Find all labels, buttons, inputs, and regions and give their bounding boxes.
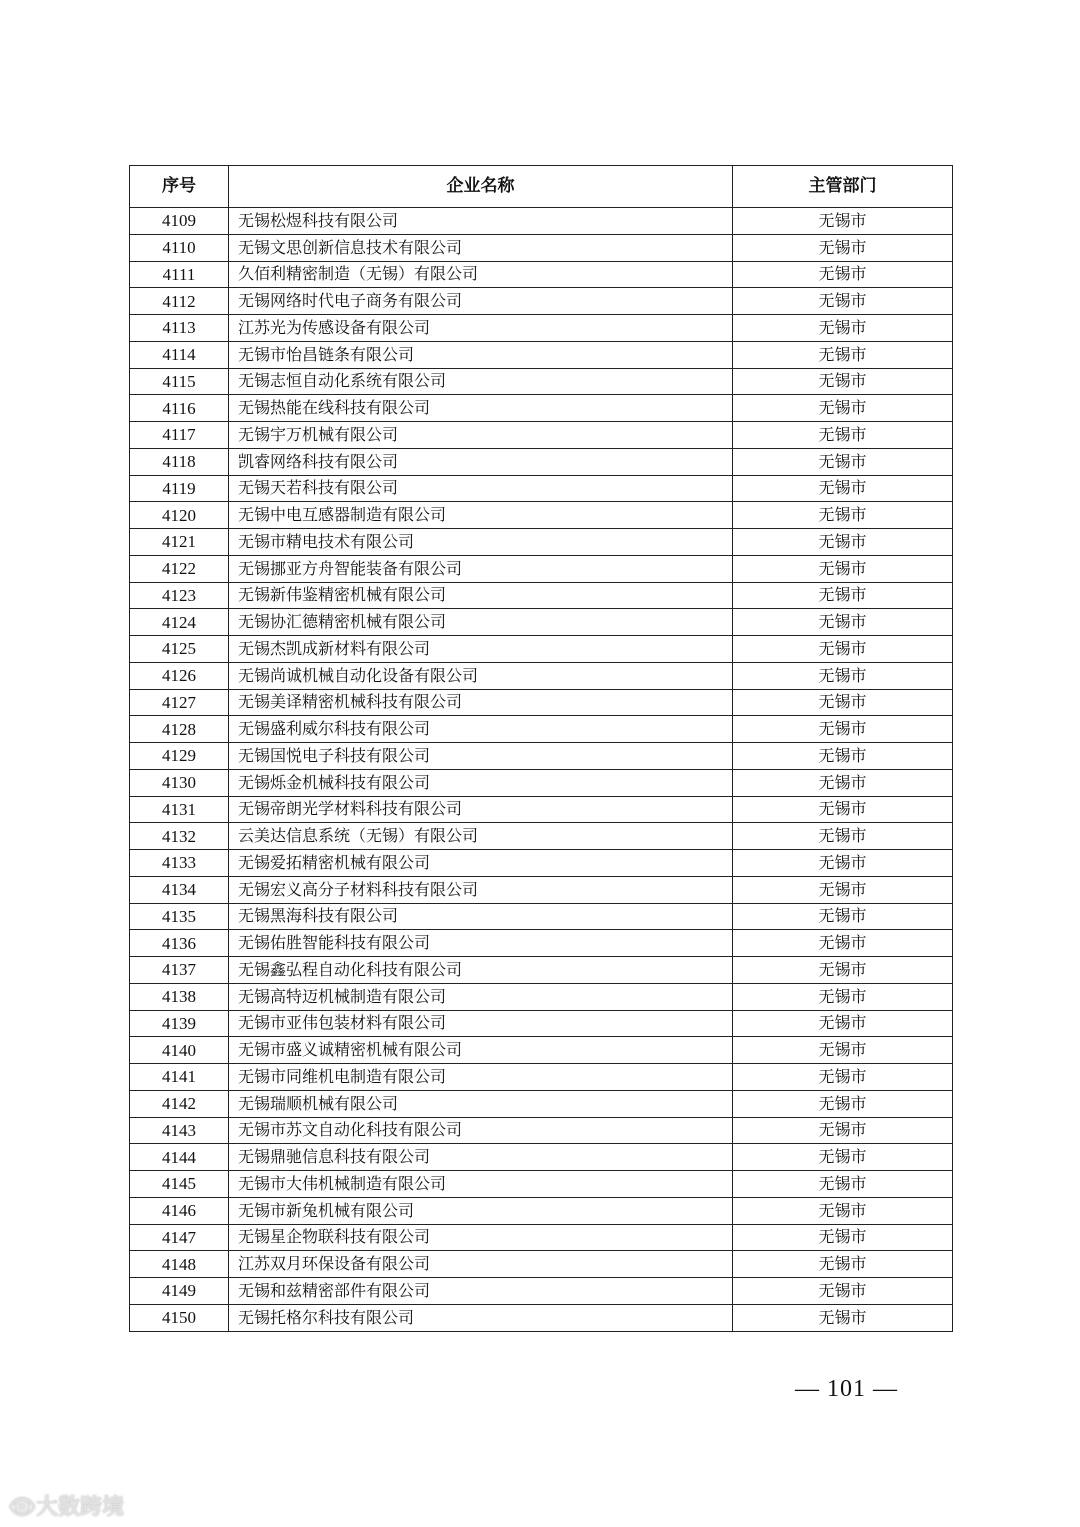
company-name: 无锡宇万机械有限公司	[229, 422, 733, 449]
department: 无锡市	[733, 368, 953, 395]
row-index: 4118	[130, 448, 229, 475]
row-index: 4123	[130, 582, 229, 609]
row-index: 4133	[130, 850, 229, 877]
row-index: 4134	[130, 876, 229, 903]
table-row	[130, 716, 953, 743]
table-row	[130, 395, 953, 422]
department: 无锡市	[733, 475, 953, 502]
table-row	[130, 341, 953, 368]
enterprise-table	[129, 165, 953, 1332]
table-row	[130, 1090, 953, 1117]
table-row	[130, 1278, 953, 1305]
table-row	[130, 555, 953, 582]
company-name: 无锡杰凯成新材料有限公司	[229, 636, 733, 663]
table-row	[130, 582, 953, 609]
company-name: 凯睿网络科技有限公司	[229, 448, 733, 475]
company-name: 无锡天若科技有限公司	[229, 475, 733, 502]
table-row	[130, 850, 953, 877]
company-name: 无锡星企物联科技有限公司	[229, 1224, 733, 1251]
company-name: 无锡市苏文自动化科技有限公司	[229, 1117, 733, 1144]
department: 无锡市	[733, 1224, 953, 1251]
table-row	[130, 422, 953, 449]
table-row	[130, 983, 953, 1010]
department: 无锡市	[733, 395, 953, 422]
department: 无锡市	[733, 208, 953, 235]
company-name: 无锡高特迈机械制造有限公司	[229, 983, 733, 1010]
row-index: 4112	[130, 288, 229, 315]
company-name: 云美达信息系统（无锡）有限公司	[229, 823, 733, 850]
table-row	[130, 636, 953, 663]
company-name: 无锡盛利威尔科技有限公司	[229, 716, 733, 743]
row-index: 4136	[130, 930, 229, 957]
header-department: 主管部门	[733, 166, 953, 208]
company-name: 无锡美译精密机械科技有限公司	[229, 689, 733, 716]
department: 无锡市	[733, 850, 953, 877]
department: 无锡市	[733, 1117, 953, 1144]
department: 无锡市	[733, 769, 953, 796]
company-name: 无锡志恒自动化系统有限公司	[229, 368, 733, 395]
row-index: 4111	[130, 261, 229, 288]
table-row	[130, 1197, 953, 1224]
row-index: 4142	[130, 1090, 229, 1117]
department: 无锡市	[733, 743, 953, 770]
company-name: 无锡鑫弘程自动化科技有限公司	[229, 957, 733, 984]
row-index: 4139	[130, 1010, 229, 1037]
company-name: 无锡烁金机械科技有限公司	[229, 769, 733, 796]
department: 无锡市	[733, 903, 953, 930]
department: 无锡市	[733, 1010, 953, 1037]
table-row	[130, 288, 953, 315]
row-index: 4127	[130, 689, 229, 716]
table-row	[130, 368, 953, 395]
row-index: 4121	[130, 529, 229, 556]
page-number: — 101 —	[795, 1376, 898, 1402]
row-index: 4148	[130, 1251, 229, 1278]
table-row	[130, 475, 953, 502]
row-index: 4113	[130, 315, 229, 342]
department: 无锡市	[733, 609, 953, 636]
table-row	[130, 1037, 953, 1064]
table-row	[130, 930, 953, 957]
table-row	[130, 261, 953, 288]
company-name: 无锡市大伟机械制造有限公司	[229, 1171, 733, 1198]
table-row	[130, 823, 953, 850]
company-name: 无锡爱拓精密机械有限公司	[229, 850, 733, 877]
department: 无锡市	[733, 448, 953, 475]
row-index: 4109	[130, 208, 229, 235]
department: 无锡市	[733, 876, 953, 903]
department: 无锡市	[733, 422, 953, 449]
row-index: 4130	[130, 769, 229, 796]
department: 无锡市	[733, 716, 953, 743]
department: 无锡市	[733, 341, 953, 368]
company-name: 无锡挪亚方舟智能装备有限公司	[229, 555, 733, 582]
table-row	[130, 743, 953, 770]
department: 无锡市	[733, 1171, 953, 1198]
table-row	[130, 957, 953, 984]
row-index: 4120	[130, 502, 229, 529]
department: 无锡市	[733, 1144, 953, 1171]
company-name: 无锡帝朗光学材料科技有限公司	[229, 796, 733, 823]
table-row	[130, 1171, 953, 1198]
department: 无锡市	[733, 636, 953, 663]
company-name: 无锡佑胜智能科技有限公司	[229, 930, 733, 957]
company-name: 无锡协汇德精密机械有限公司	[229, 609, 733, 636]
row-index: 4146	[130, 1197, 229, 1224]
department: 无锡市	[733, 529, 953, 556]
row-index: 4131	[130, 796, 229, 823]
table-row	[130, 1064, 953, 1091]
department: 无锡市	[733, 502, 953, 529]
row-index: 4137	[130, 957, 229, 984]
row-index: 4114	[130, 341, 229, 368]
table-row	[130, 796, 953, 823]
department: 无锡市	[733, 582, 953, 609]
department: 无锡市	[733, 1251, 953, 1278]
table-row	[130, 876, 953, 903]
row-index: 4149	[130, 1278, 229, 1305]
row-index: 4124	[130, 609, 229, 636]
row-index: 4110	[130, 234, 229, 261]
table-row	[130, 662, 953, 689]
table-row	[130, 315, 953, 342]
table-row	[130, 689, 953, 716]
department: 无锡市	[733, 930, 953, 957]
department: 无锡市	[733, 1278, 953, 1305]
department: 无锡市	[733, 689, 953, 716]
company-name: 久佰利精密制造（无锡）有限公司	[229, 261, 733, 288]
row-index: 4129	[130, 743, 229, 770]
table-row	[130, 1144, 953, 1171]
table-row	[130, 529, 953, 556]
table-row	[130, 903, 953, 930]
watermark-text: 大数跨境	[35, 1495, 124, 1520]
company-name: 无锡文思创新信息技术有限公司	[229, 234, 733, 261]
department: 无锡市	[733, 1037, 953, 1064]
table-row	[130, 1304, 953, 1331]
company-name: 无锡尚诚机械自动化设备有限公司	[229, 662, 733, 689]
table-row	[130, 502, 953, 529]
company-name: 无锡和兹精密部件有限公司	[229, 1278, 733, 1305]
row-index: 4119	[130, 475, 229, 502]
company-name: 无锡市同维机电制造有限公司	[229, 1064, 733, 1091]
department: 无锡市	[733, 1090, 953, 1117]
table-row	[130, 769, 953, 796]
company-name: 无锡国悦电子科技有限公司	[229, 743, 733, 770]
company-name: 江苏光为传感设备有限公司	[229, 315, 733, 342]
department: 无锡市	[733, 1304, 953, 1331]
company-name: 无锡网络时代电子商务有限公司	[229, 288, 733, 315]
company-name: 无锡市精电技术有限公司	[229, 529, 733, 556]
department: 无锡市	[733, 983, 953, 1010]
row-index: 4115	[130, 368, 229, 395]
company-name: 江苏双月环保设备有限公司	[229, 1251, 733, 1278]
department: 无锡市	[733, 662, 953, 689]
department: 无锡市	[733, 823, 953, 850]
department: 无锡市	[733, 957, 953, 984]
department: 无锡市	[733, 261, 953, 288]
company-name: 无锡中电互感器制造有限公司	[229, 502, 733, 529]
company-name: 无锡市盛义诚精密机械有限公司	[229, 1037, 733, 1064]
department: 无锡市	[733, 796, 953, 823]
row-index: 4122	[130, 555, 229, 582]
table-header-row	[130, 166, 953, 208]
row-index: 4128	[130, 716, 229, 743]
department: 无锡市	[733, 315, 953, 342]
company-name: 无锡松煜科技有限公司	[229, 208, 733, 235]
department: 无锡市	[733, 1064, 953, 1091]
table-row	[130, 1117, 953, 1144]
row-index: 4140	[130, 1037, 229, 1064]
department: 无锡市	[733, 234, 953, 261]
header-company-name: 企业名称	[229, 166, 733, 208]
row-index: 4117	[130, 422, 229, 449]
row-index: 4126	[130, 662, 229, 689]
row-index: 4144	[130, 1144, 229, 1171]
company-name: 无锡托格尔科技有限公司	[229, 1304, 733, 1331]
row-index: 4145	[130, 1171, 229, 1198]
row-index: 4143	[130, 1117, 229, 1144]
table-row	[130, 609, 953, 636]
table-row	[130, 1224, 953, 1251]
row-index: 4138	[130, 983, 229, 1010]
table-row	[130, 234, 953, 261]
department: 无锡市	[733, 1197, 953, 1224]
company-name: 无锡热能在线科技有限公司	[229, 395, 733, 422]
company-name: 无锡市新兔机械有限公司	[229, 1197, 733, 1224]
table-row	[130, 448, 953, 475]
row-index: 4132	[130, 823, 229, 850]
company-name: 无锡市亚伟包装材料有限公司	[229, 1010, 733, 1037]
table-row	[130, 1251, 953, 1278]
company-name: 无锡市怡昌链条有限公司	[229, 341, 733, 368]
company-name: 无锡宏义高分子材料科技有限公司	[229, 876, 733, 903]
company-name: 无锡瑞顺机械有限公司	[229, 1090, 733, 1117]
row-index: 4125	[130, 636, 229, 663]
department: 无锡市	[733, 288, 953, 315]
department: 无锡市	[733, 555, 953, 582]
company-name: 无锡新伟鉴精密机械有限公司	[229, 582, 733, 609]
company-name: 无锡黑海科技有限公司	[229, 903, 733, 930]
row-index: 4141	[130, 1064, 229, 1091]
watermark-logo: 👁︎大数跨境	[8, 1495, 124, 1520]
header-index: 序号	[130, 166, 229, 208]
table-row	[130, 1010, 953, 1037]
table-row	[130, 208, 953, 235]
row-index: 4135	[130, 903, 229, 930]
row-index: 4147	[130, 1224, 229, 1251]
row-index: 4116	[130, 395, 229, 422]
company-name: 无锡鼎驰信息科技有限公司	[229, 1144, 733, 1171]
row-index: 4150	[130, 1304, 229, 1331]
